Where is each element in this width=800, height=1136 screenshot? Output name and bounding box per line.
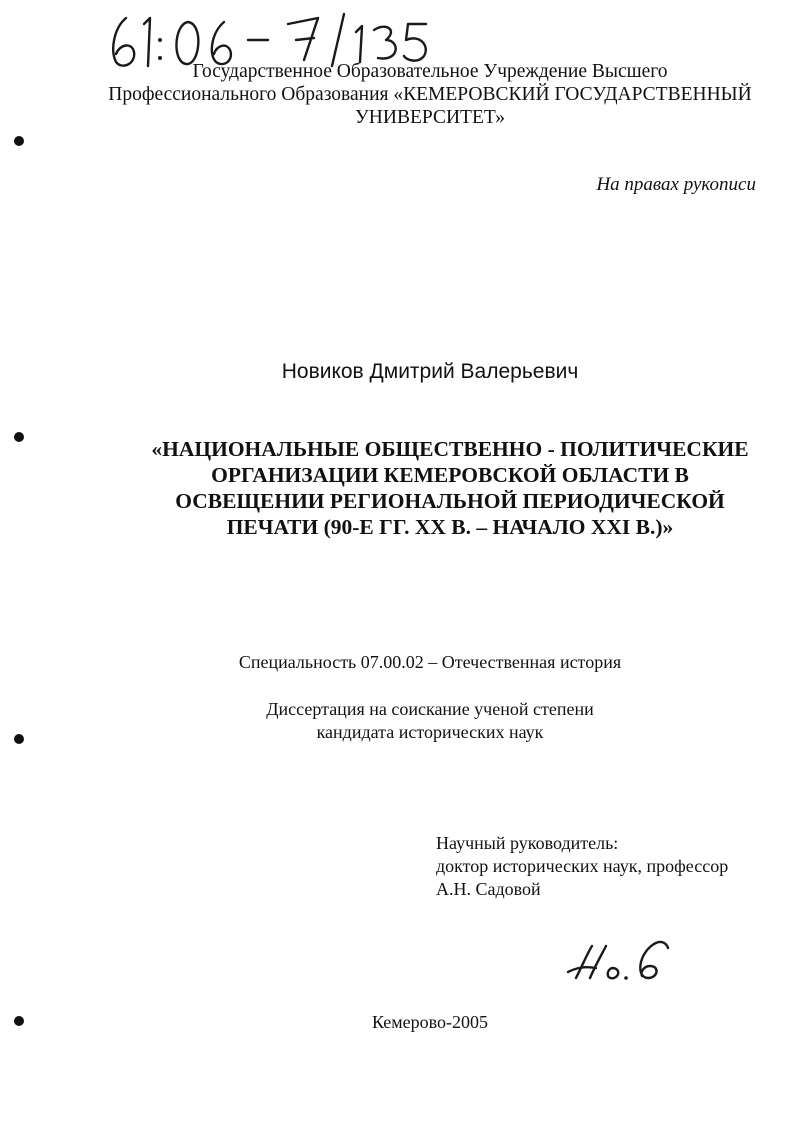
manuscript-rights: На правах рукописи [596,174,756,195]
title-line-4: ПЕЧАТИ (90-Е ГГ. XX В. – НАЧАЛО XXI В.)» [226,515,674,539]
advisor-name: А.Н. Садовой [436,879,541,899]
scan-mark-4 [14,1016,24,1026]
author-name: Новиков Дмитрий Валерьевич [281,360,579,383]
institution-line-2: Профессионального Образования «КЕМЕРОВСКИЙ ГОСУДАРСТВЕННЫЙ [108,84,752,105]
institution-line-1: Государственное Образовательное Учреждение Высшего [192,61,668,82]
advisor-degree: доктор исторических наук, профессор [436,856,729,876]
signature-drawing [566,938,686,988]
advisor-label: Научный руководитель: [436,833,619,853]
scientific-advisor [436,832,776,901]
title-line-1: «НАЦИОНАЛЬНЫЕ ОБЩЕСТВЕННО - ПОЛИТИЧЕСКИЕ [151,437,749,461]
institution-line-3: УНИВЕРСИТЕТ» [354,107,506,128]
dissertation-title [80,436,800,540]
scan-mark-3 [14,734,24,744]
dissertation-degree [0,698,800,744]
degree-line-1: Диссертация на соискание ученой степени [266,699,594,719]
scan-mark-2 [14,432,24,442]
city-year: Кемерово-2005 [371,1012,489,1032]
specialty: Специальность 07.00.02 – Отечественная история [238,652,622,672]
degree-line-2: кандидата исторических наук [316,722,544,742]
institution-header [80,60,780,129]
title-line-2: ОРГАНИЗАЦИИ КЕМЕРОВСКОЙ ОБЛАСТИ В [211,463,689,487]
scan-mark-1 [14,136,24,146]
handwritten-signature [566,938,686,988]
title-line-3: ОСВЕЩЕНИИ РЕГИОНАЛЬНОЙ ПЕРИОДИЧЕСКОЙ [175,489,725,513]
